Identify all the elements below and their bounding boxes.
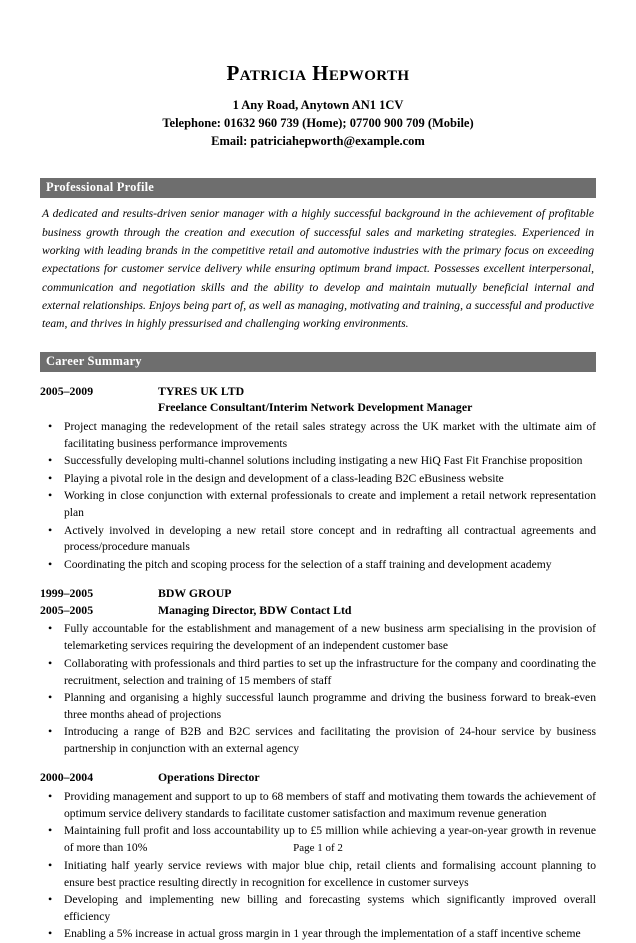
list-item: • Introducing a range of B2B and B2C services and facilitating the provision of 24-hour service by business partnership in conjunction with an external agency: [40, 724, 596, 758]
list-item: • Providing management and support to up to 68 members of staff and motivating them towards the achievement of optimum service delivery standards to facilitate customer satisfaction and maximum revenue generation: [40, 789, 596, 823]
job-entry: [40, 769, 596, 943]
list-item: • Fully accountable for the establishment and management of a new business arm specialising in the provision of telemarketing services requiring the development of an independent customer base: [40, 621, 596, 655]
section-header-career-summary: Career Summary: [40, 352, 596, 372]
job-dates-secondary: 2005–2005: [40, 602, 94, 617]
job-heading: [40, 383, 596, 400]
list-item: • Enabling a 5% increase in actual gross margin in 1 year through the implementation of a staff incentive scheme: [40, 926, 596, 943]
list-item: • Working in close conjunction with external professionals to create and implement a retail network representation plan: [40, 488, 596, 522]
job-role: Operations Director: [158, 770, 260, 785]
section-header-professional-profile: Professional Profile: [40, 178, 596, 198]
page-footer: Page 1 of 2: [293, 842, 343, 854]
list-item: • Planning and organising a highly successful launch programme and driving the business forward to break-even three months ahead of projections: [40, 690, 596, 724]
list-item: • Successfully developing multi-channel solutions including instigating a new HiQ Fast Fit Franchise proposition: [40, 453, 596, 470]
list-item: • Developing and implementing new billing and forecasting systems which significantly improved overall efficiency: [40, 892, 596, 926]
candidate-name: Patricia Hepworth: [226, 61, 410, 85]
job-role: Freelance Consultant/Interim Network Development Manager: [158, 400, 473, 415]
job-organisation: BDW GROUP: [158, 585, 232, 600]
job-heading-secondary: [40, 602, 596, 619]
job-dates: 2000–2004: [40, 770, 94, 785]
candidate-address: 1 Any Road, Anytown AN1 1CV: [232, 98, 404, 113]
job-dates: 1999–2005: [40, 585, 94, 600]
job-entry: [40, 585, 596, 758]
list-item: • Actively involved in developing a new retail store concept and in redrafting all contractual agreements and process/procedure manuals: [40, 523, 596, 557]
list-item: • Initiating half yearly service reviews with major blue chip, retail clients and formalising account planning to ensure best practice resulting directly in recognition for excellence in customer surveys: [40, 858, 596, 892]
job-entry: [40, 383, 596, 574]
job-heading: [40, 769, 596, 786]
candidate-telephone: Telephone: 01632 960 739 (Home); 07700 900 709 (Mobile): [162, 115, 474, 130]
list-item: • Coordinating the pitch and scoping process for the selection of a staff training and development academy: [40, 557, 596, 574]
candidate-email: Email: patriciahepworth@example.com: [211, 133, 425, 148]
job-role: Managing Director, BDW Contact Ltd: [158, 602, 352, 617]
job-bullet-list: [40, 419, 596, 574]
cv-header: [40, 0, 596, 150]
job-bullet-list: [40, 789, 596, 943]
list-item: • Collaborating with professionals and third parties to set up the infrastructure for the company and coordinating the recruitment, selection and training of 15 members of staff: [40, 656, 596, 690]
list-item: • Playing a pivotal role in the design and development of a class-leading B2C eBusiness website: [40, 471, 596, 488]
job-dates: 2005–2009: [40, 383, 94, 398]
job-organisation: TYRES UK LTD: [158, 383, 245, 398]
job-heading: [40, 585, 596, 602]
list-item: • Maintaining full profit and loss accountability up to £5 million while achieving a year-on-year growth in revenue of more than 10%: [40, 823, 596, 857]
job-bullet-list: [40, 621, 596, 758]
professional-profile-text: A dedicated and results-driven senior manager with a highly successful background in the achievement of profitable business growth through the creation and execution of successful sales and marketing strategies. Experienced in working with leading brands in the competitive retail and automotive industries with the primary focus on exceeding expectations for customer service delivery while ensuring optimum brand impact. Possesses excellent interpersonal, communication and negotiation skills and the ability to develop and maintain mutually beneficial internal and external relationships. Enjoys being part of, as well as managing, motivating and training, a successful and productive team, and thrives in highly pressurised and challenging working environments.: [42, 207, 594, 331]
list-item: • Project managing the redevelopment of the retail sales strategy across the UK market with the ultimate aim of facilitating business performance improvements: [40, 419, 596, 453]
